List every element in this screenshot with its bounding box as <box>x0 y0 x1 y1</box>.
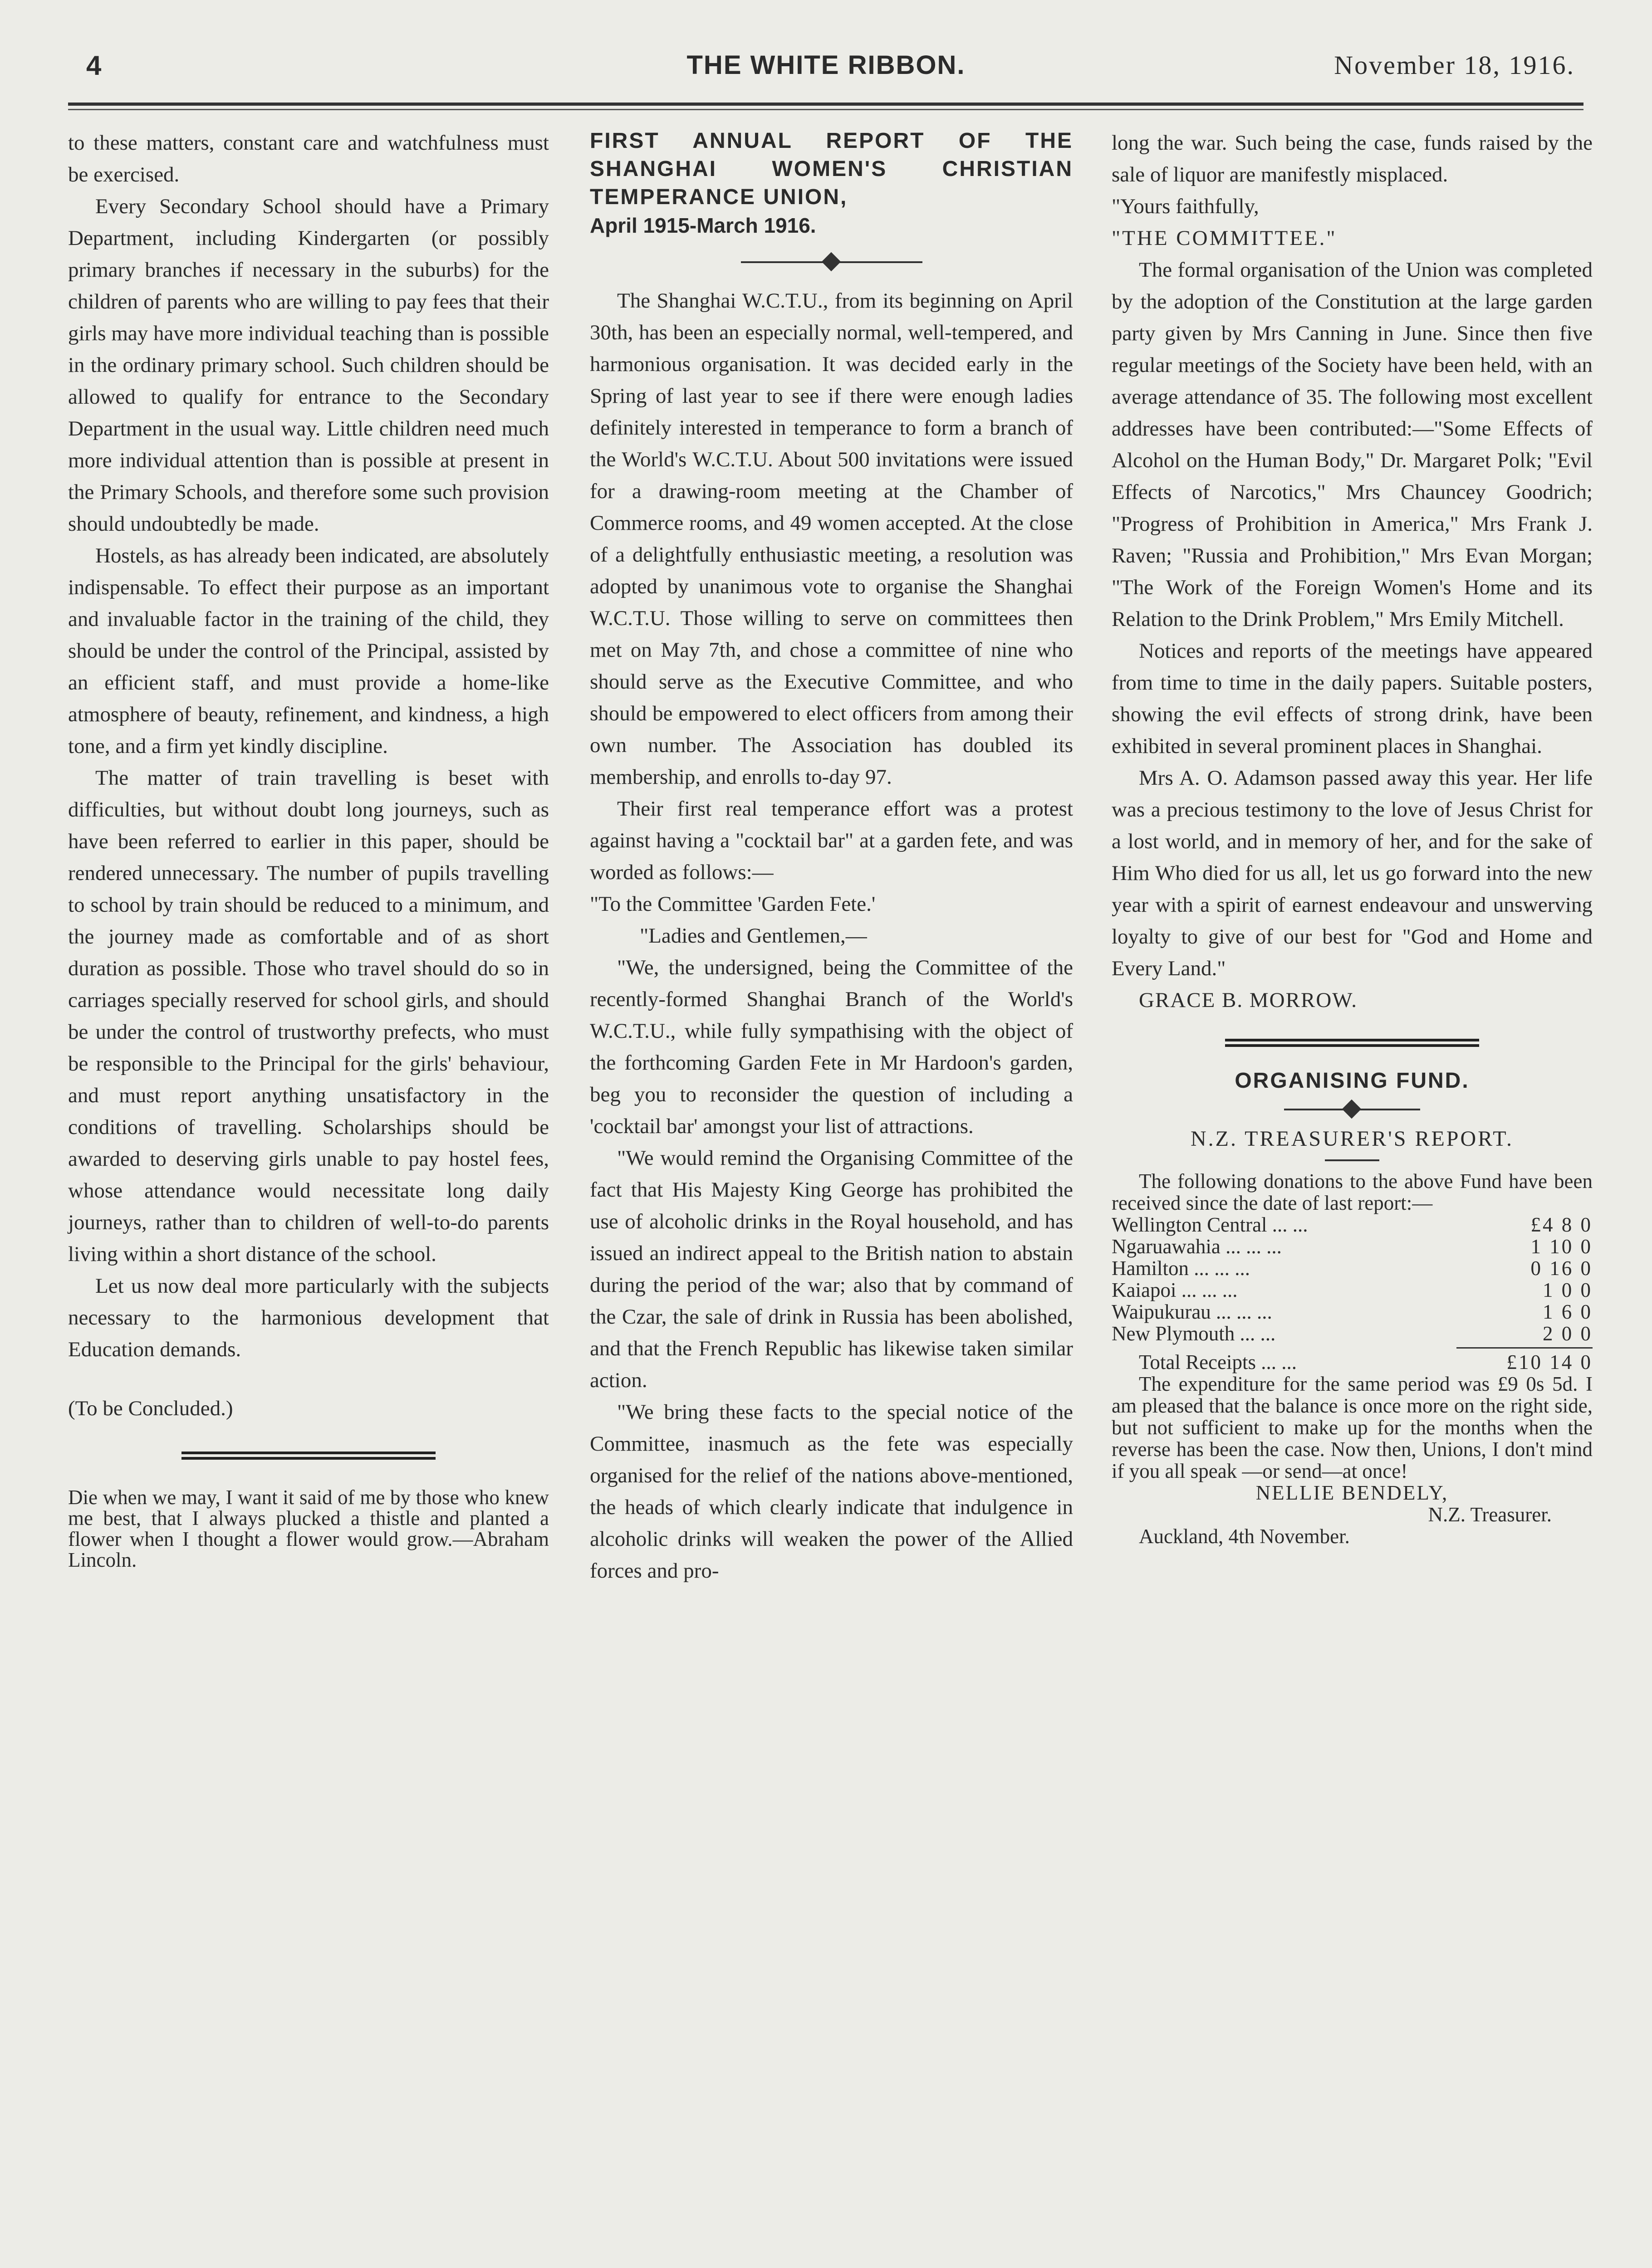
article-heading: FIRST ANNUAL REPORT OF THE SHANGHAI WOMEN'S CHRISTIAN TEMPERANCE UNION, <box>590 129 1073 209</box>
signature: GRACE B. MORROW. <box>1139 988 1358 1012</box>
donation-amount: 1 0 0 <box>1543 1279 1593 1301</box>
column-education <box>68 127 549 1570</box>
donation-amount: 1 10 0 <box>1530 1235 1593 1258</box>
paragraph: to these matters, constant care and watchfulness must be exercised. <box>68 131 549 186</box>
total-label: Total Receipts ... ... <box>1139 1351 1297 1374</box>
fund-body: The expenditure for the same period was £9 0s 5d. I am pleased that the balance is once more on the right side, but not sufficient to make up for the months when the reverse has been the case. Now then, Unions, I don't mind if you all speak —or send—at once! <box>1112 1373 1593 1482</box>
fund-intro: The following donations to the above Fund have been received since the date of last report:— <box>1112 1170 1593 1214</box>
paragraph: Mrs A. O. Adamson passed away this year. Her life was a precious testimony to the love of Jesus Christ for a lost world, and in memory of her, and for the sake of Him Who died for us all, let us go forward into the new year with a spirit of earnest endeavour and unswerving loyalty to give of our best for "God and Home and Every Land." <box>1112 766 1593 980</box>
donor-name: Hamilton ... ... ... <box>1112 1257 1250 1280</box>
paragraph: "We bring these facts to the special notice of the Committee, inasmuch as the fete was especially organised for the relief of the nations above-mentioned, the heads of which clearly indicate that indulgence in alcoholic drinks will weaken the power of the Allied forces and pro- <box>590 1400 1073 1583</box>
closing-yours: "Yours faithfully, <box>1112 195 1259 218</box>
page-number: 4 <box>86 50 102 81</box>
donation-row <box>1112 1323 1593 1344</box>
closing-committee: "THE COMMITTEE." <box>1112 226 1337 250</box>
paragraph: Notices and reports of the meetings have appeared from time to time in the daily papers. Suitable posters, showing the evil effects of strong drink, have been exhibited in several prominent places in Shanghai. <box>1112 639 1593 758</box>
donation-row <box>1112 1279 1593 1301</box>
treasurer-title: N.Z. Treasurer. <box>1428 1503 1552 1526</box>
paragraph: Their first real temperance effort was a protest against having a "cocktail bar" at a garden fete, and was worded as follows:— <box>590 797 1073 884</box>
donor-name: New Plymouth ... ... <box>1112 1322 1276 1345</box>
header-rule-thin <box>68 109 1583 110</box>
paragraph: The matter of train travelling is beset with difficulties, but without doubt long journeys, such as have been referred to earlier in this paper, should be rendered unnecessary. The number of pupils travelling to school by train should be reduced to a minimum, and the journey made as comfortable and of as short duration as possible. Those who travel should do so in carriages specially reserved for school girls, and should be under the control of trustworthy prefects, who must be responsible to the Principal for the girls' behaviour, and must report anything unsatisfactory in the conditions of travelling. Scholarships should be awarded to deserving girls unable to pay hostel fees, whose attendance would necessitate long daily journeys, rather than to children of well-to-do parents living within a short distance of the school. <box>68 766 549 1266</box>
paragraph: "To the Committee 'Garden Fete.' <box>590 892 876 916</box>
donor-name: Kaiapoi ... ... ... <box>1112 1279 1238 1301</box>
column-shanghai-report <box>590 127 1073 1587</box>
fund-subtitle: N.Z. TREASURER'S REPORT. <box>1190 1127 1514 1151</box>
donation-row <box>1112 1236 1593 1257</box>
donation-amount: 2 0 0 <box>1543 1322 1593 1345</box>
article-subheading: April 1915-March 1916. <box>590 214 816 237</box>
sum-rule <box>1456 1347 1593 1349</box>
donation-row <box>1112 1214 1593 1236</box>
donor-name: Wellington Central ... ... <box>1112 1213 1308 1236</box>
paragraph: "We, the undersigned, being the Committee of the recently-formed Shanghai Branch of the World's W.C.T.U., while fully sympathising with the object of the forthcoming Garden Fete in Mr Hardoon's garden, beg you to reconsider the question of including a 'cocktail bar' amongst your list of attractions. <box>590 956 1073 1138</box>
section-divider <box>181 1452 436 1460</box>
donation-amount: 0 16 0 <box>1530 1257 1593 1280</box>
to-be-concluded: (To be Concluded.) <box>68 1397 233 1420</box>
masthead-title: THE WHITE RIBBON. <box>686 50 966 80</box>
total-amount: £10 14 0 <box>1506 1351 1593 1374</box>
ornament-divider <box>1284 1100 1420 1119</box>
donation-amount: 1 6 0 <box>1543 1300 1593 1323</box>
treasurer-name: NELLIE BENDELY, <box>1255 1481 1449 1504</box>
lincoln-quote: Die when we may, I want it said of me by those who knew me best, that I always plucked a thistle and planted a flower when I thought a flower would grow.—Abraham Lincoln. <box>68 1486 549 1571</box>
donations-table <box>1112 1214 1593 1344</box>
column-continued <box>1112 127 1593 1547</box>
paragraph: Hostels, as has already been indicated, are absolutely indispensable. To effect their purpose as an important and invaluable factor in the training of the child, they should be under the control of the Principal, assisted by an efficient staff, and must provide a home-like atmosphere of beauty, refinement, and kindness, a high tone, and a firm yet kindly discipline. <box>68 544 549 758</box>
section-divider <box>1225 1039 1479 1047</box>
paragraph: "We would remind the Organising Committee of the fact that His Majesty King George has prohibited the use of alcoholic drinks in the Royal household, and has issued an indirect appeal to the British nation to abstain during the period of the war; also that by command of the Czar, the sale of drink in Russia has been abolished, and that the French Republic has likewise taken similar action. <box>590 1146 1073 1392</box>
treasurer-place: Auckland, 4th November. <box>1139 1525 1350 1548</box>
fund-title: ORGANISING FUND. <box>1235 1069 1470 1093</box>
total-row <box>1112 1351 1593 1373</box>
paragraph: The Shanghai W.C.T.U., from its beginning on April 30th, has been an especially normal, well-tempered, and harmonious organisation. It was decided early in the Spring of last year to see if there were enough ladies definitely interested in temperance to form a branch of the World's W.C.T.U. About 500 invitations were issued for a drawing-room meeting at the Chamber of Commerce rooms, and 49 women accepted. At the close of a delightfully enthusiastic meeting, a resolution was adopted by unanimous vote to organise the Shanghai W.C.T.U. Those willing to serve on committees then met on May 7th, and chose a committee of nine who should serve as the Executive Committee, and who should be empowered to elect officers from among their own number. The Association has doubled its membership, and enrolls to-day 97. <box>590 289 1073 789</box>
donation-row <box>1112 1257 1593 1279</box>
donor-name: Waipukurau ... ... ... <box>1112 1300 1272 1323</box>
paragraph: The formal organisation of the Union was completed by the adoption of the Constitution at the large garden party given by Mrs Canning in June. Since then five regular meetings of the Society have been held, with an average attendance of 35. The following most excellent addresses have been contributed:—"Some Effects of Alcohol on the Human Body," Dr. Margaret Polk; "Evil Effects of Narcotics," Mrs Chauncey Goodrich; "Progress of Prohibition in America," Mrs Frank J. Raven; "Russia and Prohibition," Mrs Evan Morgan; "The Work of the Foreign Women's Home and its Relation to the Drink Problem," Mrs Emily Mitchell. <box>1112 258 1593 631</box>
short-rule <box>1325 1159 1379 1161</box>
ornament-divider <box>741 253 922 271</box>
paragraph: Let us now deal more particularly with the subjects necessary to the harmonious development that Education demands. <box>68 1274 549 1361</box>
header-rule <box>68 103 1583 106</box>
donor-name: Ngaruawahia ... ... ... <box>1112 1235 1282 1258</box>
paragraph: Every Secondary School should have a Primary Department, including Kindergarten (or possibly primary branches if necessary in the suburbs) for the children of parents who are willing to pay fees that their girls may have more individual teaching than is possible in the ordinary primary school. Such children should be allowed to qualify for entrance to the Secondary Department in the usual way. Little children need much more individual attention than is possible at present in the Primary Schools, and therefore some such provision should undoubtedly be made. <box>68 195 549 536</box>
paragraph: long the war. Such being the case, funds raised by the sale of liquor are manifestly misplaced. <box>1112 131 1593 186</box>
donation-row <box>1112 1301 1593 1323</box>
issue-date: November 18, 1916. <box>1334 50 1575 80</box>
donation-amount: £4 8 0 <box>1530 1213 1593 1236</box>
paragraph: "Ladies and Gentlemen,— <box>640 924 867 948</box>
